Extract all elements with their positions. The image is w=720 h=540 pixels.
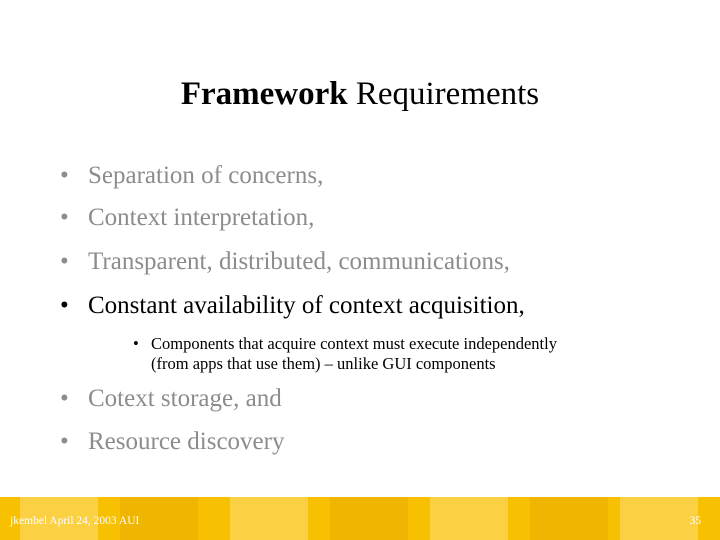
footer-stripe xyxy=(230,497,308,540)
sub-bullet-icon: • xyxy=(133,334,139,353)
bullet-text: Constant availability of context acquisition, xyxy=(88,292,525,319)
page-number: 35 xyxy=(689,515,701,527)
bullet-item xyxy=(60,247,510,277)
footer-stripe xyxy=(530,497,608,540)
bullet-item xyxy=(60,161,323,191)
bullet-item xyxy=(60,203,314,233)
bullet-item-active xyxy=(60,291,525,321)
bullet-icon: • xyxy=(60,162,69,189)
bullet-text: Context interpretation, xyxy=(88,204,315,231)
title-bold: Framework xyxy=(180,76,348,112)
bullet-icon: • xyxy=(60,204,69,231)
sub-bullet-line-2: (from apps that use them) – unlike GUI components xyxy=(151,354,496,373)
bullet-icon: • xyxy=(60,292,69,319)
footer-stripe xyxy=(620,497,698,540)
footer-stripe xyxy=(330,497,408,540)
bullet-text: Separation of concerns, xyxy=(88,162,324,189)
footer-stripe xyxy=(430,497,508,540)
bullet-text: Resource discovery xyxy=(88,428,285,455)
sub-bullet-line-1: Components that acquire context must execute independently xyxy=(151,334,557,353)
bullet-text: Cotext storage, and xyxy=(88,385,282,412)
bullet-icon: • xyxy=(60,385,69,412)
title-rest: Requirements xyxy=(347,76,540,112)
bullet-icon: • xyxy=(60,248,69,275)
sub-bullet xyxy=(133,334,557,374)
bullet-item xyxy=(60,384,282,414)
bullet-text: Transparent, distributed, communications, xyxy=(88,248,510,275)
footer-text: jkembel April 24, 2003 AUI xyxy=(10,515,140,527)
bullet-icon: • xyxy=(60,428,69,455)
bullet-item xyxy=(60,427,284,457)
